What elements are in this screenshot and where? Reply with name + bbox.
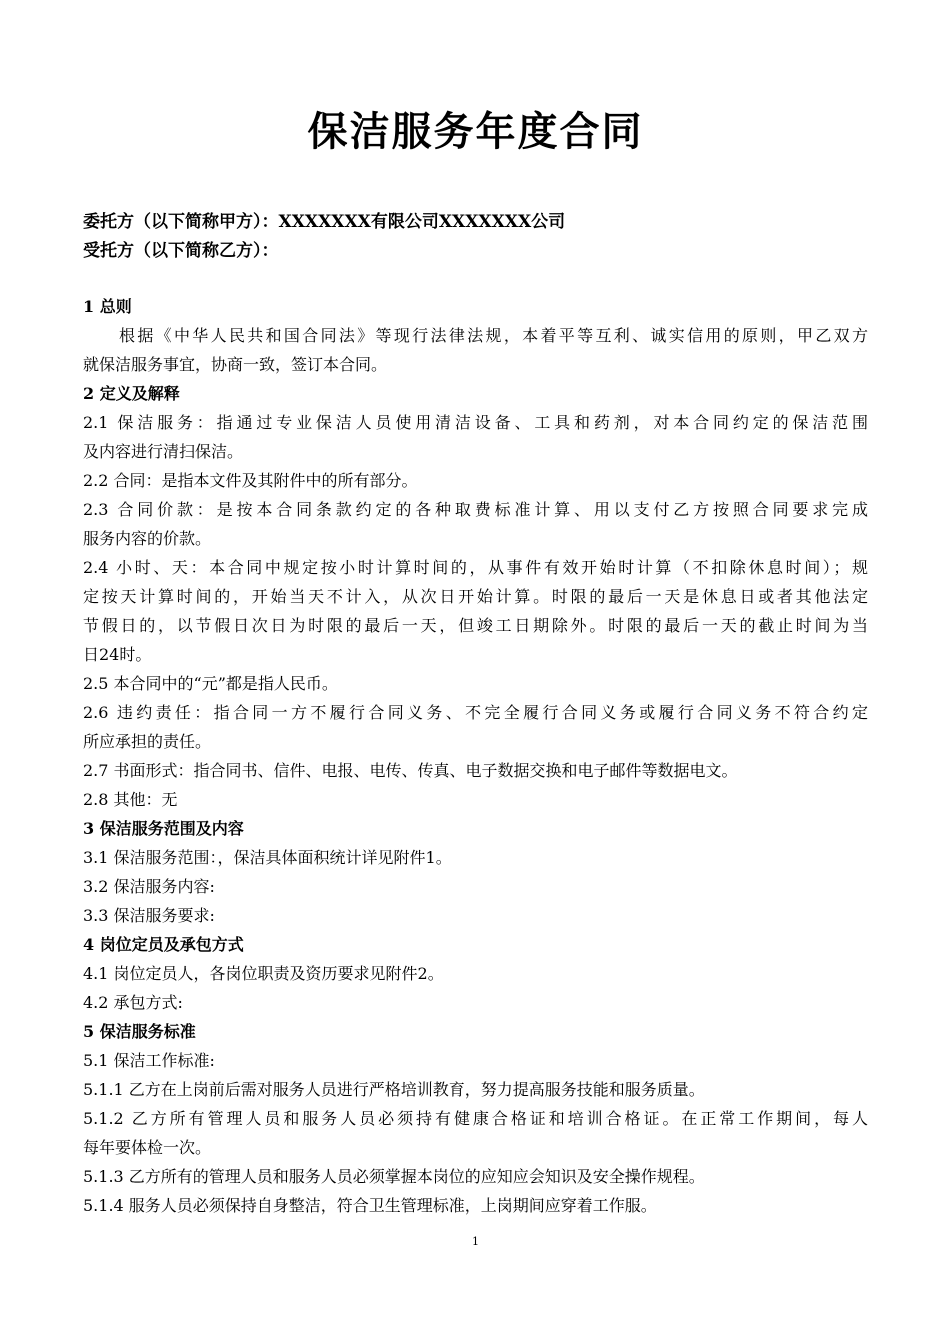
clause-line: 定按天计算时间的，开始当天不计入，从次日开始计算。时限的最后一天是休息日或者其他法定: [83, 587, 868, 606]
client-party: 委托方（以下简称甲方）：XXXXXXX有限公司XXXXXXX公司: [83, 212, 566, 232]
contract-parties: [83, 208, 868, 266]
clause-line: 3.2 保洁服务内容:: [83, 877, 215, 896]
clause-line: 日24时。: [83, 645, 152, 664]
clause-line: 服务内容的价款。: [83, 529, 212, 548]
clause-line: 及内容进行清扫保洁。: [83, 442, 244, 461]
paragraph-line: 就保洁服务事宜，协商一致，签订本合同。: [83, 355, 388, 374]
clause-line: 2.6 违约责任：指合同一方不履行合同义务、不完全履行合同义务或履行合同义务不符合约定: [83, 703, 868, 722]
clause-line: 3.3 保洁服务要求:: [83, 906, 215, 925]
paragraph-line: 根据《中华人民共和国合同法》等现行法律法规，本着平等互利、诚实信用的原则，甲乙双方: [119, 326, 868, 345]
clause-line: 5.1.1 乙方在上岗前后需对服务人员进行严格培训教育，努力提高服务技能和服务质量。: [83, 1080, 705, 1099]
section-heading: 1 总则: [83, 297, 132, 316]
clause-line: 每年要体检一次。: [83, 1138, 212, 1157]
clause-line: 4.1 岗位定员人，各岗位职责及资历要求见附件2。: [83, 964, 444, 983]
clause-line: 2.3 合同价款：是按本合同条款约定的各种取费标准计算、用以支付乙方按照合同要求完成: [83, 500, 868, 519]
document-page: [83, 0, 868, 1344]
clause-line: 5.1.4 服务人员必须保持自身整洁，符合卫生管理标准，上岗期间应穿着工作服。: [83, 1196, 657, 1215]
clause-line: 5.1.3 乙方所有的管理人员和服务人员必须掌握本岗位的应知应会知识及安全操作规程。: [83, 1167, 705, 1186]
clause-line: 2.7 书面形式：指合同书、信件、电报、电传、传真、电子数据交换和电子邮件等数据电文。: [83, 761, 738, 780]
clause-line: 2.8 其他：无: [83, 790, 178, 809]
clause-line: 2.1 保洁服务：指通过专业保洁人员使用清洁设备、工具和药剂，对本合同约定的保洁范围: [83, 413, 868, 432]
clause-line: 4.2 承包方式:: [83, 993, 183, 1012]
clause-line: 5.1 保洁工作标准:: [83, 1051, 215, 1070]
section-heading: 5 保洁服务标准: [83, 1022, 196, 1041]
clause-line: 2.5 本合同中的“元”都是指人民币。: [83, 674, 338, 693]
page-number: 1: [472, 1235, 479, 1248]
clause-line: 节假日的，以节假日次日为时限的最后一天，但竣工日期除外。时限的最后一天的截止时间为当: [83, 616, 868, 635]
contractor-party: 受托方（以下简称乙方）：: [83, 241, 279, 261]
clause-line: 5.1.2 乙方所有管理人员和服务人员必须持有健康合格证和培训合格证。在正常工作期间，每人: [83, 1109, 868, 1128]
clause-line: 所应承担的责任。: [83, 732, 212, 751]
section-heading: 4 岗位定员及承包方式: [83, 935, 244, 954]
contract-body: [83, 292, 868, 1220]
section-heading: 3 保洁服务范围及内容: [83, 819, 244, 838]
section-heading: 2 定义及解释: [83, 384, 180, 403]
clause-line: 3.1 保洁服务范围：，保洁具体面积统计详见附件1。: [83, 848, 452, 867]
document-title: 保洁服务年度合同: [307, 108, 644, 155]
clause-line: 2.4 小时、天：本合同中规定按小时计算时间的，从事件有效开始时计算（不扣除休息时间）；规: [83, 558, 868, 577]
clause-line: 2.2 合同：是指本文件及其附件中的所有部分。: [83, 471, 418, 490]
